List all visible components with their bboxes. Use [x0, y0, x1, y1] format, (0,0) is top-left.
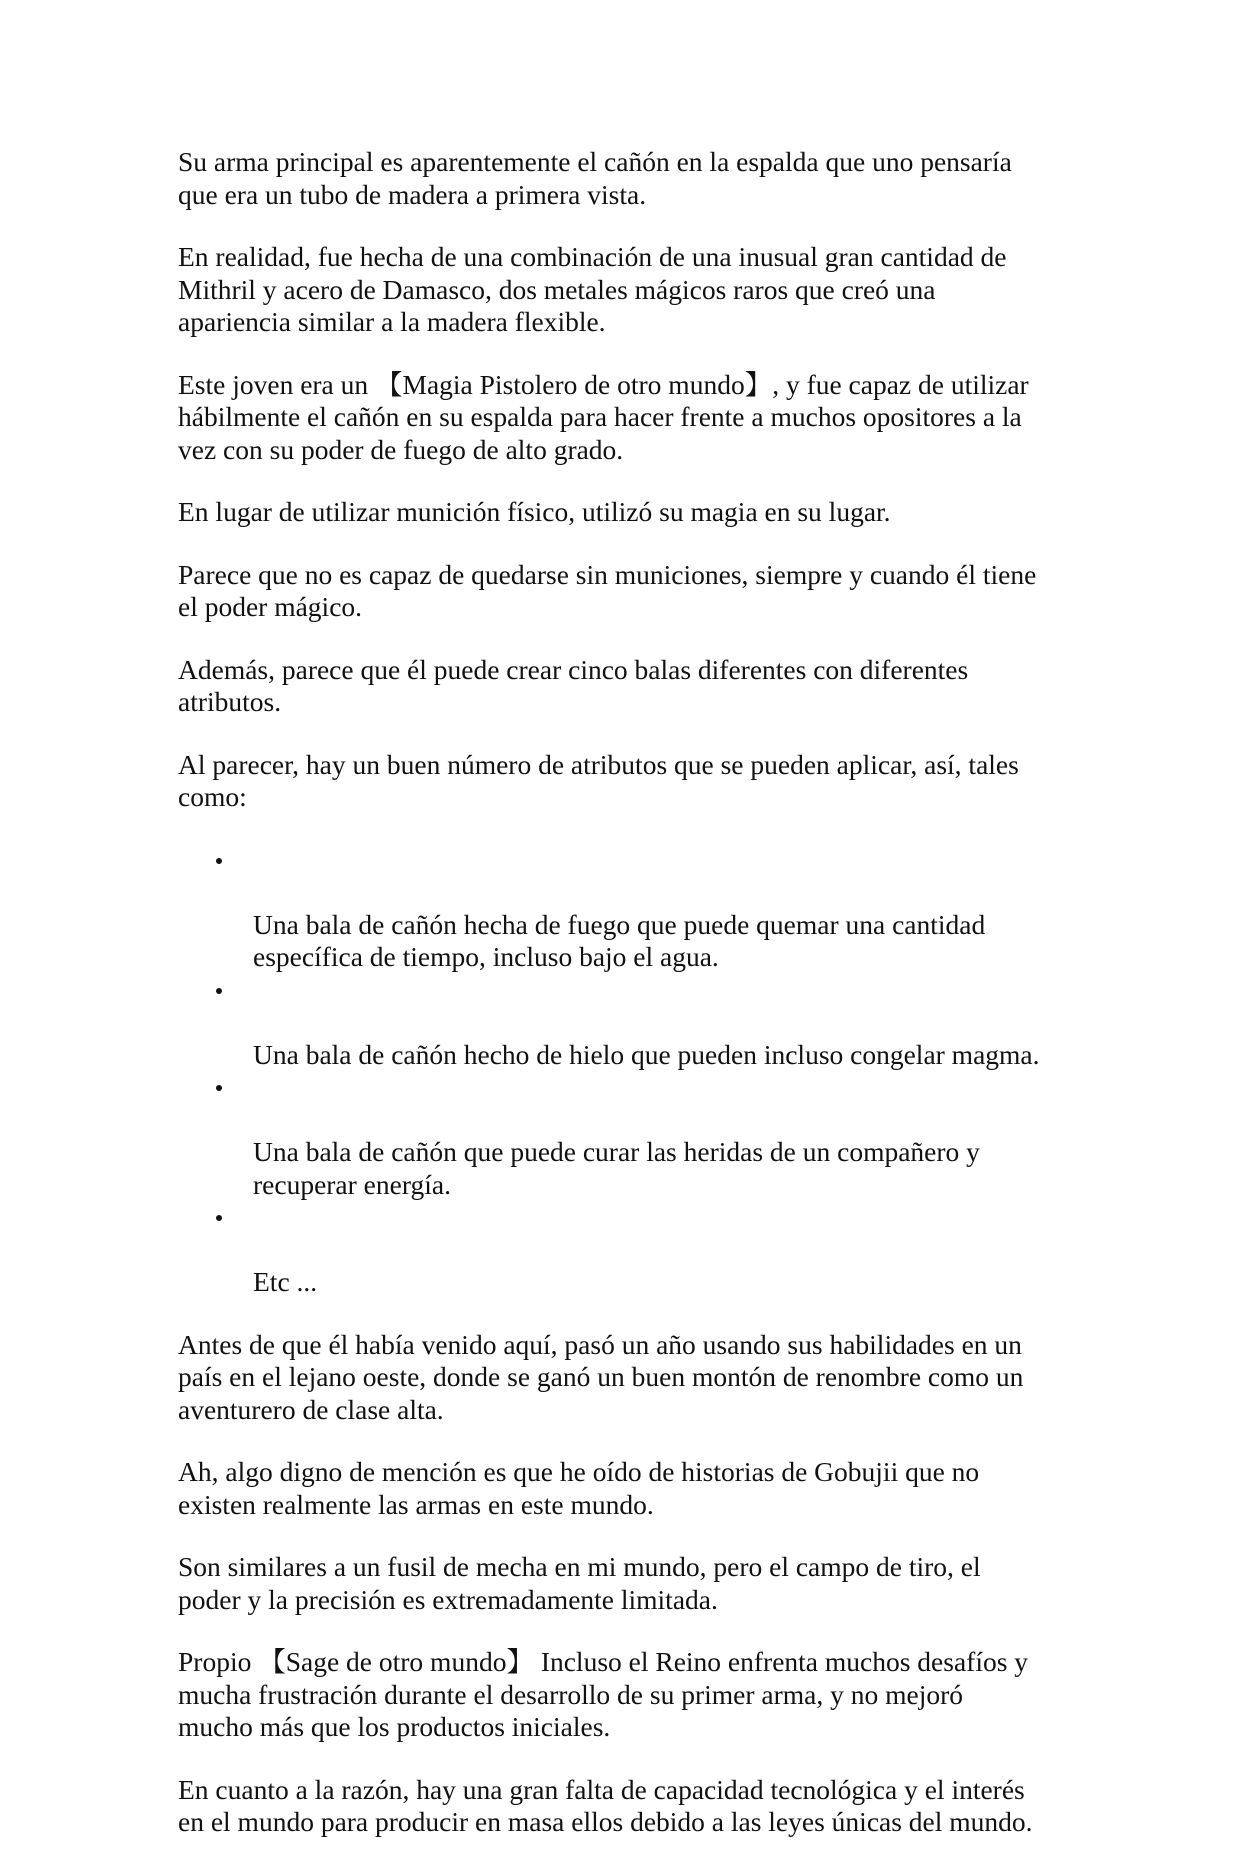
bullet-list	[178, 844, 1078, 1299]
paragraph: Al parecer, hay un buen número de atributos que se pueden aplicar, así, tales como:	[178, 748, 1019, 812]
bullet-item	[178, 974, 1078, 1072]
paragraph: Parece que no es capaz de quedarse sin municiones, siempre y cuando él tiene el poder mágico.	[178, 558, 1037, 622]
bullet-text: Una bala de cañón que puede curar las heridas de un compañero y recuperar energía.	[253, 1136, 980, 1200]
paragraph: En cuanto a la razón, hay una gran falta de capacidad tecnológica y el interés en el mundo para producir en masa ellos debido a las leyes únicas del mundo.	[178, 1773, 1033, 1837]
paragraph: Ah, algo digno de mención es que he oído de historias de Gobujii que no existen realmente las armas en este mundo.	[178, 1456, 980, 1520]
bullet-icon	[216, 1215, 222, 1221]
bullet-item	[178, 1201, 1078, 1299]
paragraph: Además, parece que él puede crear cinco balas diferentes con diferentes atributos.	[178, 653, 969, 717]
paragraph: Son similares a un fusil de mecha en mi mundo, pero el campo de tiro, el poder y la precisión es extremadamente limitada.	[178, 1551, 981, 1615]
bullet-icon	[216, 858, 222, 864]
bullet-icon	[216, 988, 222, 994]
bullet-text: Etc ...	[253, 1266, 318, 1297]
bullet-text: Una bala de cañón hecho de hielo que pueden incluso congelar magma.	[253, 1038, 1040, 1070]
bullet-text: Una bala de cañón hecha de fuego que puede quemar una cantidad específica de tiempo, incluso bajo el agua.	[253, 908, 986, 972]
document-body	[178, 146, 1078, 1869]
bullet-item	[178, 844, 1078, 974]
paragraph: En lugar de utilizar munición físico, utilizó su magia en su lugar.	[178, 496, 891, 527]
paragraph: Antes de que él había venido aquí, pasó un año usando sus habilidades en un país en el lejano oeste, donde se ganó un buen montón de renombre como un aventurero de clase alta.	[178, 1328, 1024, 1425]
paragraph: Este joven era un 【Magia Pistolero de otro mundo】, y fue capaz de utilizar hábilmente el cañón en su espalda para hacer frente a muchos opositores a la vez con su poder de fuego de alto grado.	[178, 368, 1029, 465]
bullet-icon	[216, 1085, 222, 1091]
paragraph: En realidad, fue hecha de una combinación de una inusual gran cantidad de Mithril y acero de Damasco, dos metales mágicos raros que creó una apariencia similar a la madera flexible.	[178, 241, 1007, 337]
paragraph: Propio 【Sage de otro mundo】 Incluso el Reino enfrenta muchos desafíos y mucha frustración durante el desarrollo de su primer arma, y no mejoró mucho más que los productos iniciales.	[178, 1646, 1029, 1742]
paragraph: Su arma principal es aparentemente el cañón en la espalda que uno pensaría que era un tubo de madera a primera vista.	[178, 146, 1012, 210]
bullet-item	[178, 1071, 1078, 1201]
